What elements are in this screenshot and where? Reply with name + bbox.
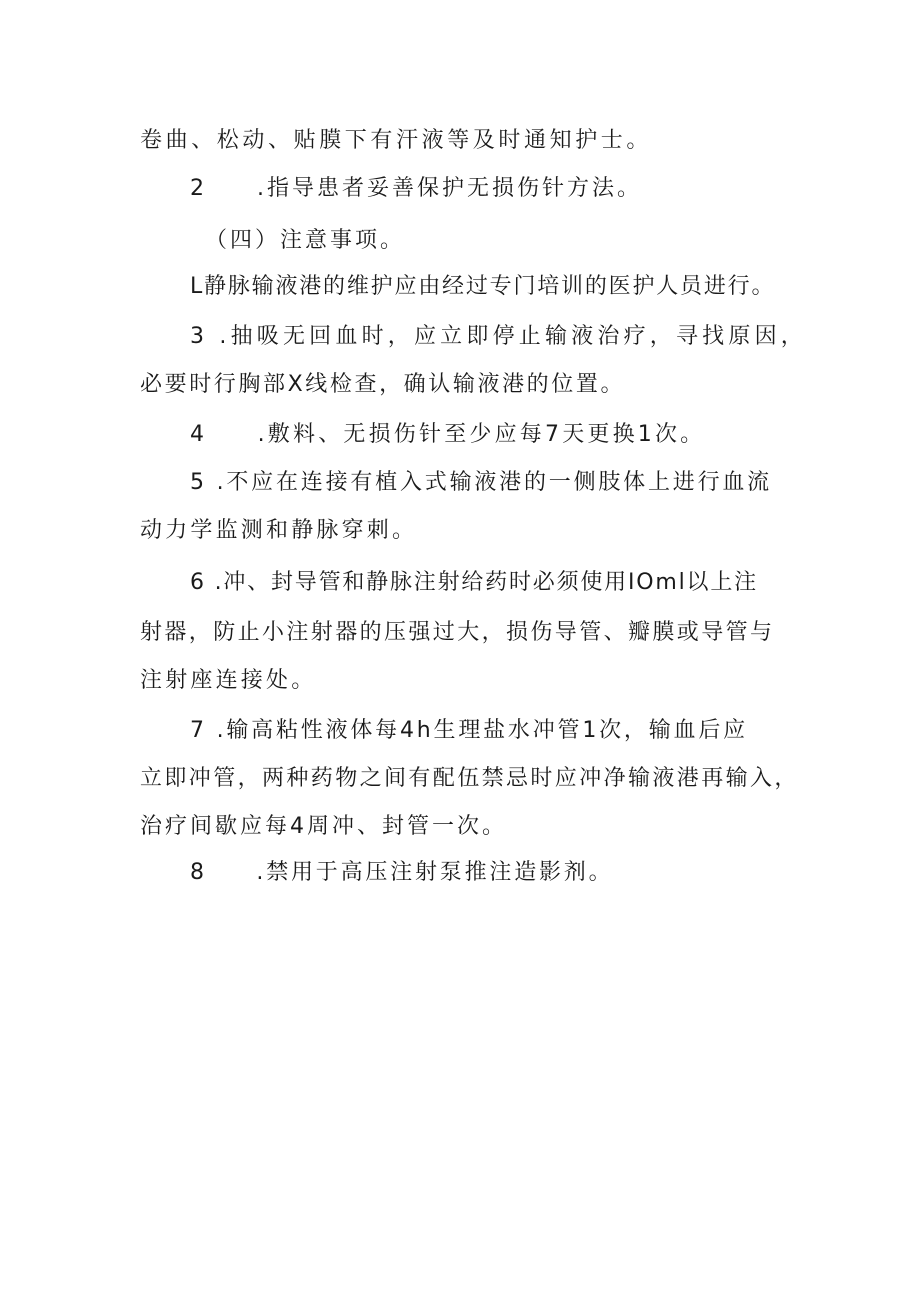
text-line-4: L静脉输液港的维护应由经过专门培训的医护人员进行。: [190, 274, 776, 299]
text-line-12: 注射座连接处。: [140, 668, 317, 693]
text-line-6: 必要时行胸部X线检查，确认输液港的位置。: [140, 372, 626, 397]
text-line-1: 卷曲、松动、贴膜下有汗液等及时通知护士。: [140, 128, 653, 153]
text-line-2: 2 .指导患者妥善保护无损伤针方法。: [190, 176, 642, 201]
text-line-15: 治疗间歇应每4周冲、封管一次。: [140, 814, 507, 839]
text-line-7: 4 .敷料、无损伤针至少应每7天更换1次。: [190, 422, 706, 447]
text-line-5: 3 .抽吸无回血时，应立即停止输液治疗，寻找原因，: [190, 324, 807, 349]
text-line-11: 射器，防止小注射器的压强过大，损伤导管、瓣膜或导管与: [140, 620, 775, 645]
text-line-13: 7 .输高粘性液体每4h生理盐水冲管1次，输血后应: [190, 718, 748, 743]
text-line-16: 8 .禁用于高压注射泵推注造影剂。: [190, 860, 614, 885]
text-line-9: 动力学监测和静脉穿刺。: [140, 518, 418, 543]
text-line-8: 5 .不应在连接有植入式输液港的一侧肢体上进行血流: [190, 470, 772, 495]
text-line-3: （四）注意事项。: [205, 228, 406, 253]
text-line-10: 6 .冲、封导管和静脉注射给药时必须使用IOml以上注: [190, 570, 758, 595]
text-line-14: 立即冲管，两种药物之间有配伍禁忌时应冲净输液港再输入，: [140, 766, 799, 791]
